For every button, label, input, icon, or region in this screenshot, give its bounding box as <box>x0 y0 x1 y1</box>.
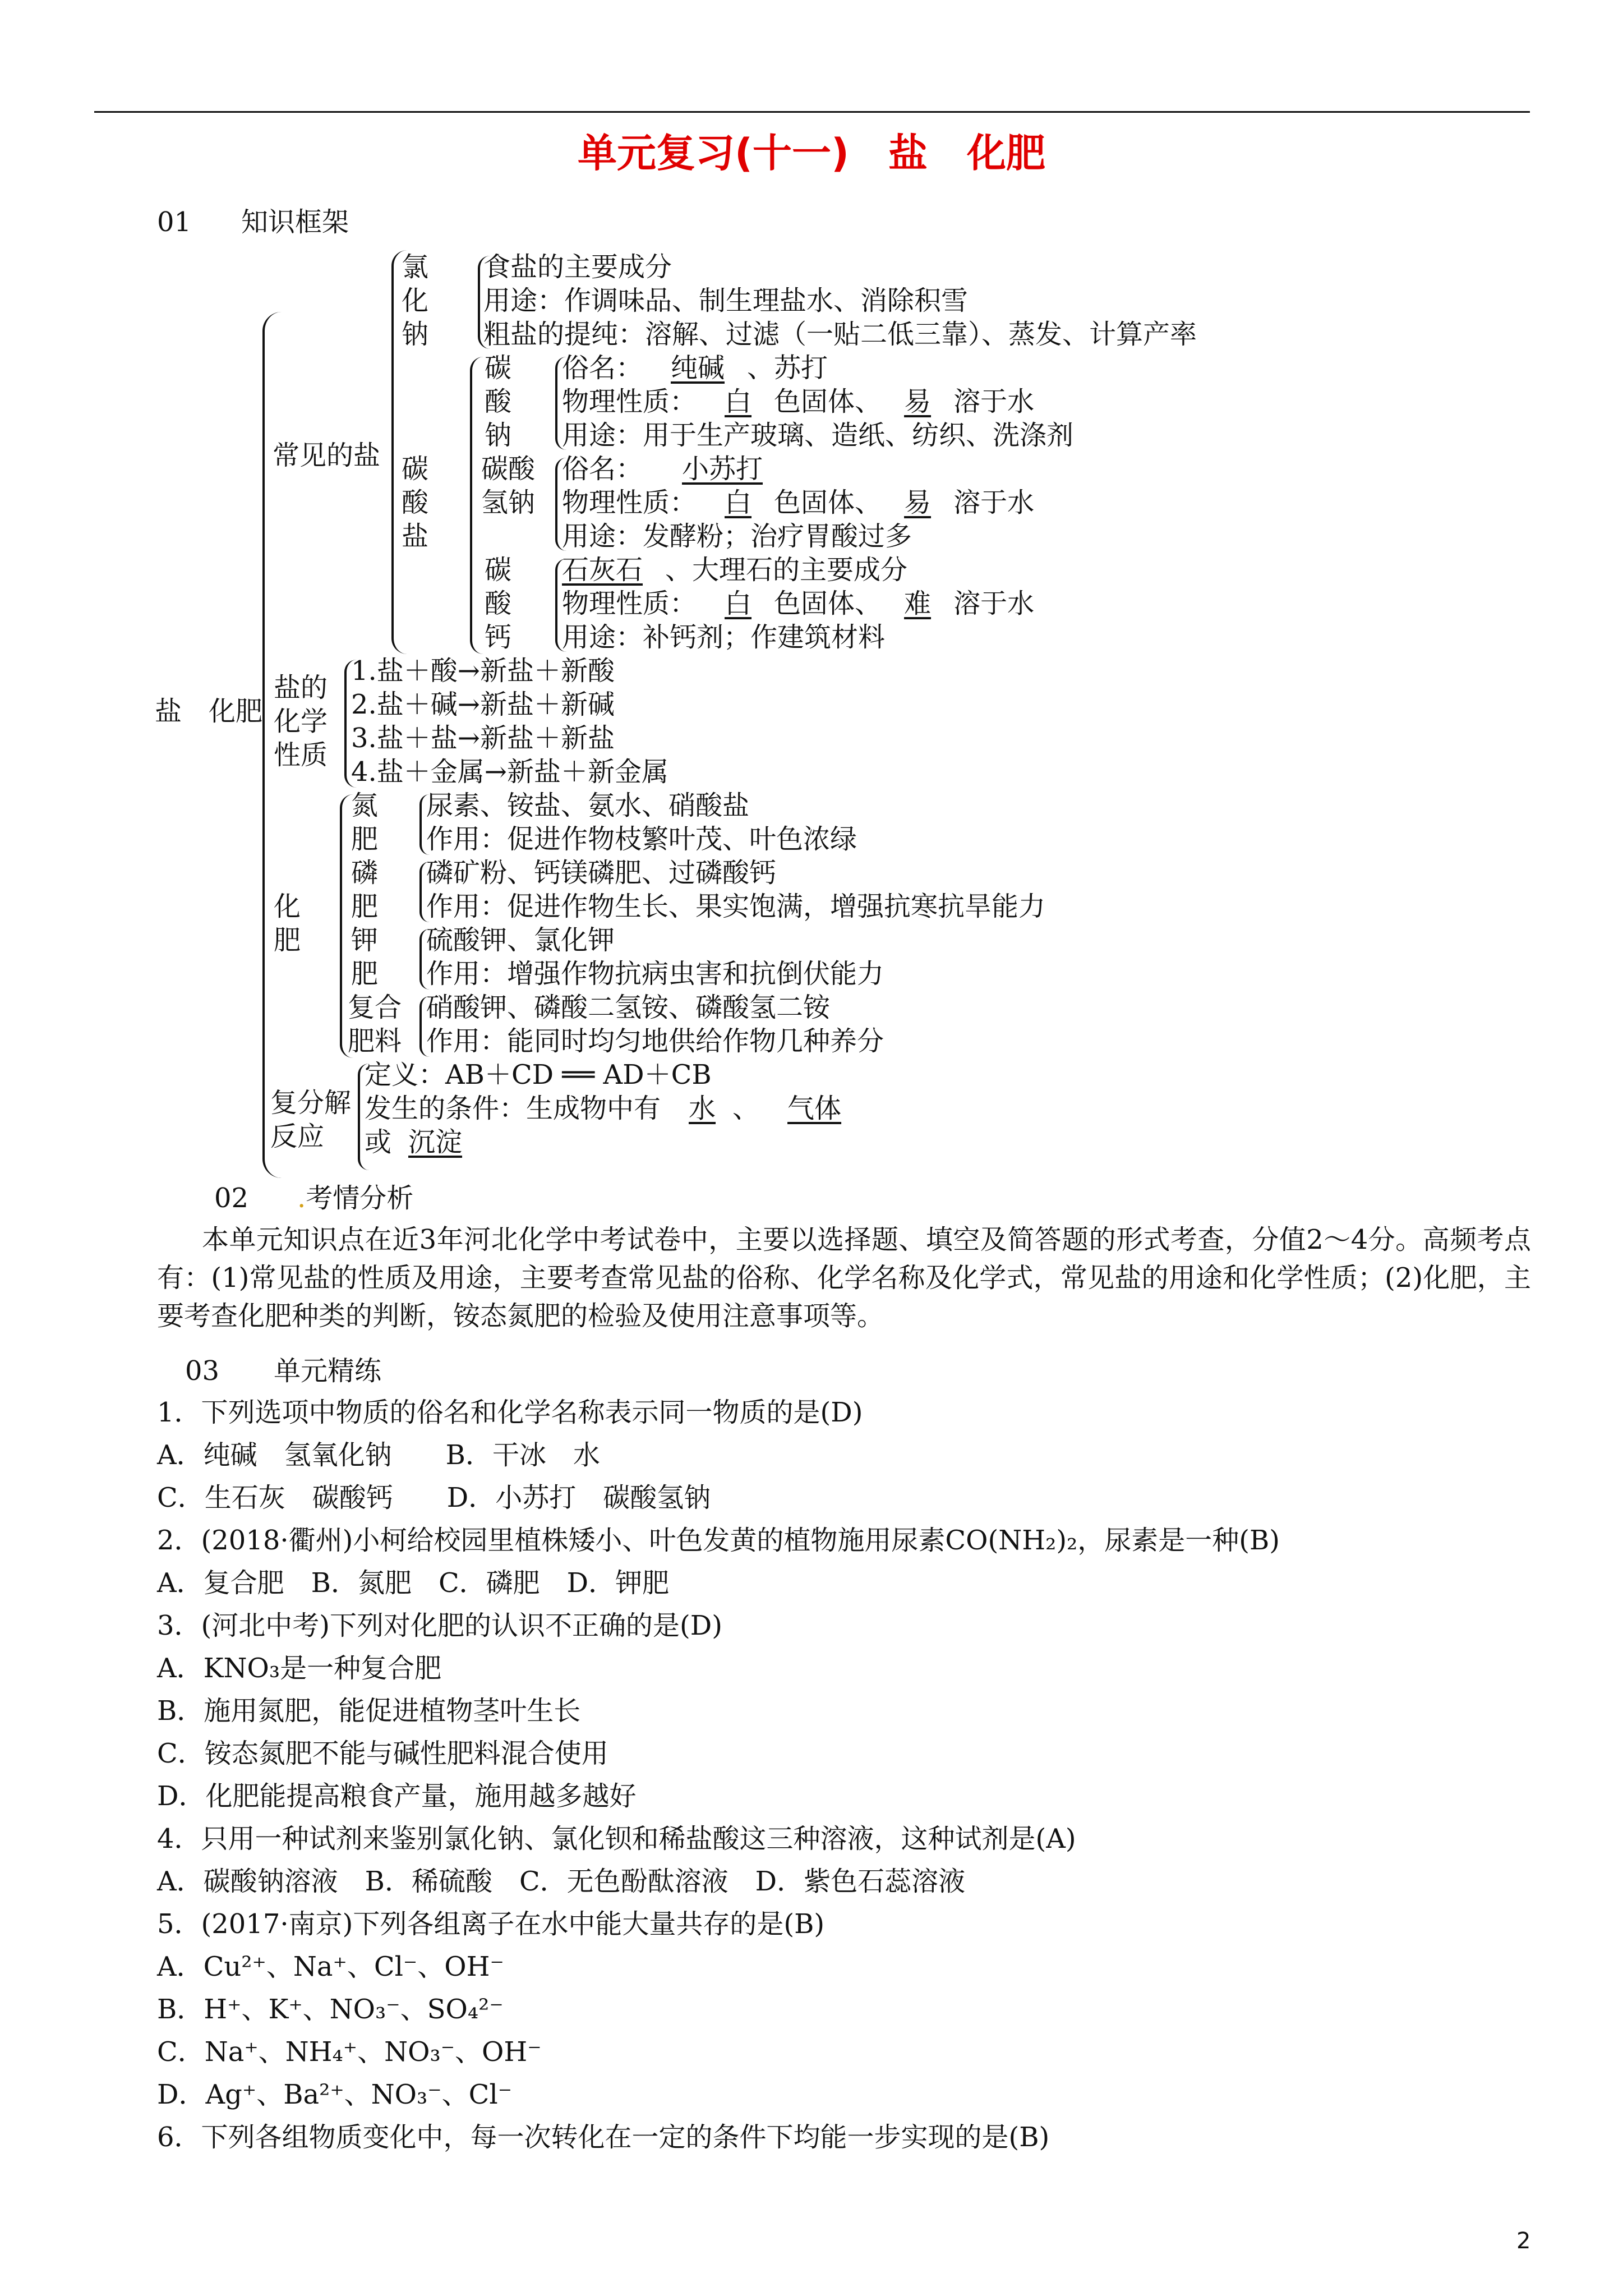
nahco3-line-1: 俗名： 小苏打 <box>562 453 763 485</box>
question-line: B．施用氮肥，能促进植物茎叶生长 <box>157 1695 581 1727</box>
question-line: 4．只用一种试剂来鉴别氯化钠、氯化钡和稀盐酸这三种溶液，这种试剂是(A) <box>157 1823 1076 1855</box>
na2co3-label: 碳酸钠 <box>484 352 511 451</box>
compound-fert-label-a: 复合 <box>348 992 402 1023</box>
nacl-line-1: 食盐的主要成分 <box>483 251 672 283</box>
question-line: D．Ag⁺、Ba²⁺、NO₃⁻、Cl⁻ <box>157 2079 513 2110</box>
analysis-paragraph: 本单元知识点在近3年河北化学中考试卷中，主要以选择题、填空及简答题的形式考查，分值2～4分。高频考点有：(1)常见盐的性质及用途，主要考查常见盐的俗称、化学名称及化学式，常见盐的用途和化学性质；(2)化肥，主要考查化肥种类的判断，铵态氮肥的检验及使用注意事项等。 <box>157 1224 1531 1332</box>
na2co3-line-1: 俗名： 纯碱 、苏打 <box>562 352 828 384</box>
answer-blank: 气体 <box>787 1093 842 1124</box>
common-salt-label: 常见的盐 <box>273 440 381 471</box>
question-line: C．铵态氮肥不能与碱性肥料混合使用 <box>157 1738 608 1769</box>
section-number: 02 <box>214 1182 249 1214</box>
framework-root: 盐 化肥 <box>155 696 263 727</box>
answer-blank: 小苏打 <box>682 453 763 485</box>
k-fert-line-1: 硫酸钾、氯化钾 <box>426 924 615 956</box>
fertilizer-label: 化肥 <box>273 891 301 956</box>
chem-prop-2: 2.盐＋碱→新盐＋新碱 <box>351 689 615 720</box>
double-decomp-label-b: 反应 <box>270 1121 325 1152</box>
double-decomp-line-3: 或 沉淀 <box>365 1126 463 1158</box>
p-fert-line-1: 磷矿粉、钙镁磷肥、过磷酸钙 <box>426 857 777 889</box>
compound-fert-line-2: 作用：能同时均匀地供给作物几种养分 <box>426 1025 884 1057</box>
compound-fert-line-1: 硝酸钾、磷酸二氢铵、磷酸氢二铵 <box>426 992 831 1023</box>
p-fert-label: 磷肥 <box>351 857 378 922</box>
nacl-label: 氯化钠 <box>401 251 428 350</box>
section-number: 01 <box>157 206 192 238</box>
answer-blank: 水 <box>689 1093 716 1124</box>
double-decomp-line-1: 定义：AB＋CD ══ AD＋CB <box>365 1059 712 1091</box>
question-line: 5．(2017·南京)下列各组离子在水中能大量共存的是(B) <box>157 1908 825 1940</box>
n-fert-line-1: 尿素、铵盐、氨水、硝酸盐 <box>426 790 750 821</box>
nacl-line-3: 粗盐的提纯：溶解、过滤（一贴二低三靠）、蒸发、计算产率 <box>483 319 1197 350</box>
question-line: C．生石灰 碳酸钙 D．小苏打 碳酸氢钠 <box>157 1482 711 1513</box>
answer-blank: 易 <box>904 386 932 417</box>
chem-prop-3: 3.盐＋盐→新盐＋新盐 <box>351 723 615 754</box>
section-title: .考情分析 <box>297 1182 414 1214</box>
p-fert-line-2: 作用：促进作物生长、果实饱满，增强抗寒抗旱能力 <box>426 891 1046 922</box>
k-fert-label: 钾肥 <box>351 924 378 990</box>
question-line: 2．(2018·衢州)小柯给校园里植株矮小、叶色发黄的植物施用尿素CO(NH₂)₂，尿素是一种(B) <box>157 1525 1280 1556</box>
nacl-line-2: 用途：作调味品、制生理盐水、消除积雪 <box>483 285 969 316</box>
chem-prop-1: 1.盐＋酸→新盐＋新酸 <box>351 655 615 687</box>
question-line: 1．下列选项中物质的俗名和化学名称表示同一物质的是(D) <box>157 1397 863 1428</box>
question-line: A．Cu²⁺、Na⁺、Cl⁻、OH⁻ <box>157 1951 504 1982</box>
question-line: A．复合肥 B．氮肥 C．磷肥 D．钾肥 <box>157 1567 670 1599</box>
answer-blank: 白 <box>725 588 752 619</box>
n-fert-label: 氮肥 <box>351 790 378 855</box>
na2co3-line-3: 用途：用于生产玻璃、造纸、纺织、洗涤剂 <box>562 420 1074 451</box>
section-title: 单元精练 <box>274 1355 382 1387</box>
question-line: A．纯碱 氢氧化钠 B．干冰 水 <box>157 1439 600 1471</box>
chem-prop-4: 4.盐＋金属→新盐＋新金属 <box>351 756 669 788</box>
question-line: D．化肥能提高粮食产量，施用越多越好 <box>157 1780 637 1812</box>
answer-blank: 白 <box>725 386 752 417</box>
section-title: 知识框架 <box>241 206 349 238</box>
question-line: A．KNO₃是一种复合肥 <box>157 1653 442 1684</box>
question-line: C．Na⁺、NH₄⁺、NO₃⁻、OH⁻ <box>157 2036 542 2068</box>
n-fert-line-2: 作用：促进作物枝繁叶茂、叶色浓绿 <box>426 823 857 855</box>
section-number: 03 <box>185 1355 220 1387</box>
nahco3-label-a: 碳酸 <box>481 453 536 485</box>
caco3-line-3: 用途：补钙剂；作建筑材料 <box>562 622 886 653</box>
answer-blank: 易 <box>904 487 932 518</box>
answer-blank: 难 <box>904 588 932 619</box>
page-number: 2 <box>1516 2228 1531 2254</box>
chem-prop-label: 盐的化学性质 <box>273 672 328 771</box>
question-line: A．碳酸钠溶液 B．稀硫酸 C．无色酚酞溶液 D．紫色石蕊溶液 <box>157 1866 966 1897</box>
answer-blank: 白 <box>725 487 752 518</box>
question-line: B．H⁺、K⁺、NO₃⁻、SO₄²⁻ <box>157 1994 504 2025</box>
caco3-label: 碳酸钙 <box>484 554 511 653</box>
question-line: 3．(河北中考)下列对化肥的认识不正确的是(D) <box>157 1610 722 1641</box>
page-title: 单元复习(十一) 盐 化肥 <box>578 130 1045 176</box>
compound-fert-label-b: 肥料 <box>348 1025 402 1057</box>
na2co3-line-2: 物理性质： 白 色固体、 易 溶于水 <box>562 386 1035 417</box>
caco3-line-1: 石灰石 、大理石的主要成分 <box>562 554 908 586</box>
answer-blank: 纯碱 <box>671 352 725 384</box>
k-fert-line-2: 作用：增强作物抗病虫害和抗倒伏能力 <box>426 958 884 990</box>
carbonate-label: 碳酸盐 <box>401 453 428 552</box>
answer-blank: 石灰石 <box>562 554 643 586</box>
nahco3-line-3: 用途：发酵粉；治疗胃酸过多 <box>562 521 912 552</box>
top-rule <box>94 111 1530 113</box>
nahco3-label-b: 氢钠 <box>481 487 536 518</box>
caco3-line-2: 物理性质： 白 色固体、 难 溶于水 <box>562 588 1035 619</box>
answer-blank: 沉淀 <box>408 1126 463 1158</box>
double-decomp-label-a: 复分解 <box>270 1087 352 1119</box>
question-line: 6．下列各组物质变化中，每一次转化在一定的条件下均能一步实现的是(B) <box>157 2122 1050 2153</box>
nahco3-line-2: 物理性质： 白 色固体、 易 溶于水 <box>562 487 1035 518</box>
double-decomp-line-2: 发生的条件：生成物中有 水 、 气体 <box>365 1093 842 1124</box>
